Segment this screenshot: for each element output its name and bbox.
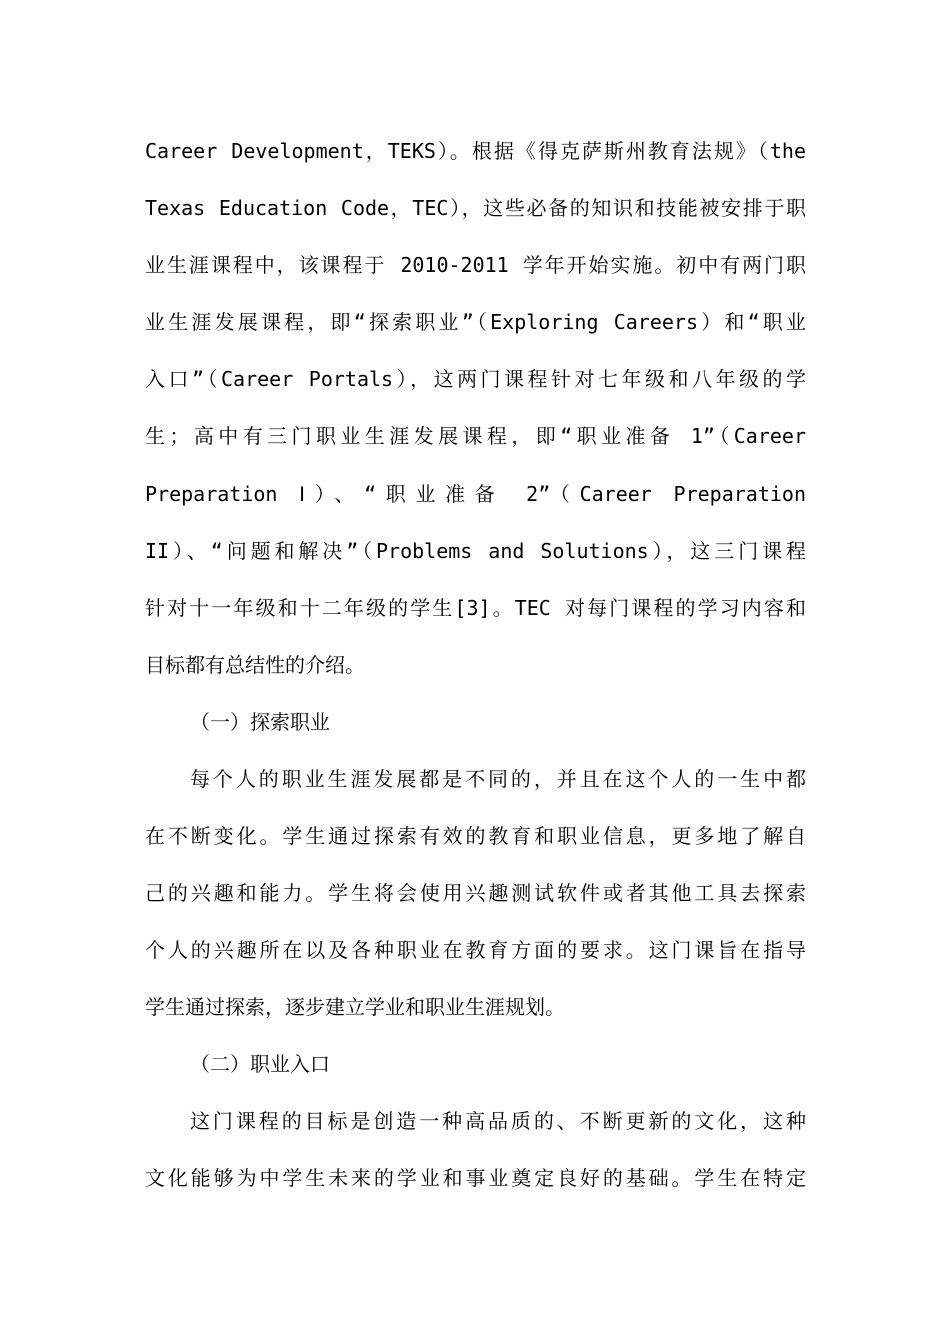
paragraph-3-line-2: 文化能够为中学生未来的学业和事业奠定良好的基础。学生在特定 (145, 1166, 806, 1190)
paragraph-1-line-8: II）、“问题和解决”（Problems and Solutions），这三门课程 (145, 539, 806, 563)
paragraph-2-line-4: 个人的兴趣所在以及各种职业在教育方面的要求。这门课旨在指导 (145, 938, 806, 962)
paragraph-1-line-3: 业生涯课程中，该课程于 2010-2011 学年开始实施。初中有两门职 (145, 253, 806, 277)
paragraph-1-line-7: Preparation Ⅰ）、“职业准备 2”（Career Preparation (145, 482, 806, 506)
paragraph-2-line-3: 己的兴趣和能力。学生将会使用兴趣测试软件或者其他工具去探索 (145, 881, 806, 905)
paragraph-3-line-1: 这门课程的目标是创造一种高品质的、不断更新的文化，这种 (190, 1109, 806, 1133)
section-heading-exploring-careers: （一）探索职业 (190, 710, 330, 734)
section-heading-career-portals: （二）职业入口 (190, 1052, 330, 1076)
paragraph-1-line-5: 入口”（Career Portals），这两门课程针对七年级和八年级的学 (145, 367, 806, 391)
paragraph-2-line-1: 每个人的职业生涯发展都是不同的，并且在这个人的一生中都 (190, 767, 806, 791)
paragraph-1-line-6: 生；高中有三门职业生涯发展课程，即“职业准备 1”（Career (145, 424, 806, 448)
paragraph-2-line-5: 学生通过探索，逐步建立学业和职业生涯规划。 (145, 995, 565, 1019)
paragraph-1-line-9: 针对十一年级和十二年级的学生[3]。TEC 对每门课程的学习内容和 (145, 596, 806, 620)
paragraph-1-line-4: 业生涯发展课程，即“探索职业”（Exploring Careers）和“职业 (145, 310, 806, 334)
paragraph-1-line-2: Texas Education Code，TEC），这些必备的知识和技能被安排于职 (145, 196, 806, 220)
paragraph-2-line-2: 在不断变化。学生通过探索有效的教育和职业信息，更多地了解自 (145, 824, 806, 848)
paragraph-1-line-10: 目标都有总结性的介绍。 (145, 653, 365, 677)
paragraph-1-line-1: Career Development，TEKS）。根据《得克萨斯州教育法规》（the (145, 139, 806, 163)
